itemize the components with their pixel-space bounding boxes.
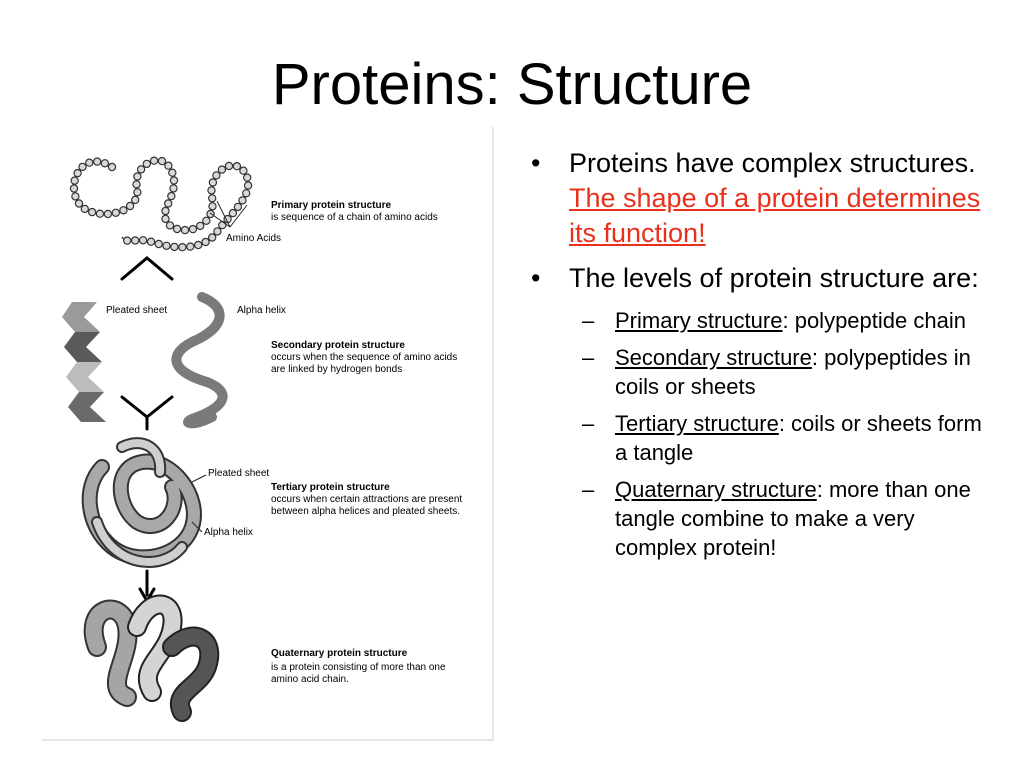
amino-acid-bead <box>243 190 250 197</box>
dash-glyph: – <box>582 345 595 370</box>
slide-title: Proteins: Structure <box>271 52 753 117</box>
level-item-secondary <box>531 343 991 401</box>
amino-acid-bead <box>195 241 202 248</box>
amino-acid-bead <box>120 207 127 214</box>
amino-acid-bead <box>163 242 170 249</box>
pleated-sheet-label: Pleated sheet <box>106 305 168 316</box>
amino-acid-bead <box>208 187 215 194</box>
amino-acid-bead <box>155 240 162 247</box>
amino-acid-bead <box>71 177 78 184</box>
amino-acid-bead <box>75 200 82 207</box>
amino-acid-bead <box>174 225 181 232</box>
amino-acid-bead <box>86 159 93 166</box>
amino-acid-bead <box>140 237 147 244</box>
dash-glyph: – <box>582 477 595 502</box>
amino-acid-bead <box>209 195 216 202</box>
amino-acid-bead <box>233 163 240 170</box>
amino-acid-bead <box>166 222 173 229</box>
bullet-2-text: The levels of protein structure are: <box>569 263 979 293</box>
amino-acid-bead <box>189 226 196 233</box>
amino-acid-bead <box>134 173 141 180</box>
primary-structure-title: Primary protein structure <box>271 200 392 211</box>
amino-acid-bead <box>147 238 154 245</box>
amino-acid-bead <box>72 193 79 200</box>
amino-acid-chain <box>70 157 251 251</box>
quaternary-protein-shape <box>94 605 210 713</box>
amino-acid-bead <box>213 172 220 179</box>
amino-acid-bead <box>132 237 139 244</box>
amino-acid-bead <box>207 210 214 217</box>
amino-acid-bead <box>104 210 111 217</box>
level-term: Primary structure <box>615 308 783 333</box>
amino-acid-bead <box>240 167 247 174</box>
dash-glyph: – <box>582 308 595 333</box>
amino-acid-bead <box>234 203 241 210</box>
amino-acid-bead <box>179 244 186 251</box>
structure-levels-list <box>531 306 991 562</box>
level-item-tertiary <box>531 409 991 467</box>
level-term: Secondary structure <box>615 345 812 370</box>
amino-acid-bead <box>168 193 175 200</box>
amino-acid-bead <box>171 243 178 250</box>
alpha-helix-label: Alpha helix <box>237 305 286 316</box>
secondary-structure-title: Secondary protein structure <box>271 340 405 351</box>
dash-glyph: – <box>582 411 595 436</box>
amino-acid-bead <box>89 209 96 216</box>
bullet-1-text: Proteins have complex structures. <box>569 148 976 178</box>
figure-frame-right <box>492 127 494 741</box>
figure-frame-bottom <box>42 739 494 741</box>
amino-acid-bead <box>162 215 169 222</box>
level-desc: : more than one tangle combine to make a very complex protein! <box>615 477 971 560</box>
amino-acid-bead <box>101 160 108 167</box>
amino-acid-bead <box>124 237 131 244</box>
amino-acid-bead <box>197 222 204 229</box>
amino-acid-bead <box>94 158 101 165</box>
amino-acid-bead <box>81 205 88 212</box>
secondary-structure-desc-2: are linked by hydrogen bonds <box>271 364 403 375</box>
amino-acid-bead <box>165 162 172 169</box>
amino-acid-bead <box>244 174 251 181</box>
primary-structure-desc: is sequence of a chain of amino acids <box>271 212 438 223</box>
pleated-sheet-shape <box>62 302 106 422</box>
amino-acid-bead <box>229 210 236 217</box>
amino-acid-bead <box>214 228 221 235</box>
amino-acid-bead <box>74 170 81 177</box>
amino-acid-bead <box>170 185 177 192</box>
amino-acid-bead <box>162 207 169 214</box>
protein-structure-figure <box>42 127 494 741</box>
level-term: Tertiary structure <box>615 411 779 436</box>
level-item-primary <box>531 306 991 335</box>
level-desc: : polypeptides in coils or sheets <box>615 345 971 399</box>
amino-acid-bead <box>239 197 246 204</box>
amino-acid-bead <box>133 181 140 188</box>
amino-acid-bead <box>203 217 210 224</box>
amino-acid-bead <box>112 209 119 216</box>
amino-acid-bead <box>70 185 77 192</box>
bullet-glyph: • <box>531 148 541 178</box>
amino-acid-bead <box>219 222 226 229</box>
amino-acid-bead <box>187 243 194 250</box>
alpha-helix-shape <box>176 297 222 423</box>
secondary-structure-desc-1: occurs when the sequence of amino acids <box>271 352 458 363</box>
amino-acid-bead <box>245 182 252 189</box>
level-term: Quaternary structure <box>615 477 817 502</box>
quaternary-structure-title: Quaternary protein structure <box>271 648 408 659</box>
amino-acids-label: Amino Acids <box>226 233 282 244</box>
amino-acid-bead <box>134 189 141 196</box>
tertiary-tangle-shape <box>90 443 194 562</box>
amino-acid-bead <box>96 210 103 217</box>
bullet-item-1 <box>531 146 991 251</box>
amino-acid-bead <box>127 202 134 209</box>
quaternary-structure-desc-2: amino acid chain. <box>271 674 349 685</box>
amino-acid-bead <box>143 160 150 167</box>
amino-acid-bead <box>170 177 177 184</box>
quaternary-structure-desc-1: is a protein consisting of more than one <box>271 662 446 673</box>
amino-acid-bead <box>108 163 115 170</box>
bullet-item-2 <box>531 261 991 296</box>
tertiary-structure-desc-1: occurs when certain attractions are present <box>271 494 463 505</box>
level-item-quaternary <box>531 475 991 562</box>
amino-acid-bead <box>202 238 209 245</box>
amino-acid-bead <box>132 196 139 203</box>
amino-acid-bead <box>165 200 172 207</box>
amino-acid-bead <box>138 166 145 173</box>
bullet-glyph: • <box>531 263 541 293</box>
amino-acid-bead <box>181 227 188 234</box>
tertiary-pleated-sheet-label: Pleated sheet <box>208 468 270 479</box>
tertiary-structure-desc-2: between alpha helices and pleated sheets. <box>271 506 461 517</box>
amino-acid-bead <box>209 234 216 241</box>
level-desc: : polypeptide chain <box>782 308 966 333</box>
amino-acid-bead <box>158 158 165 165</box>
amino-acid-bead <box>225 162 232 169</box>
tertiary-structure-title: Tertiary protein structure <box>271 482 390 493</box>
amino-acid-bead <box>218 166 225 173</box>
bullet-list <box>531 146 991 570</box>
tertiary-alpha-helix-label: Alpha helix <box>204 527 253 538</box>
amino-acid-bead <box>151 157 158 164</box>
amino-acid-bead <box>209 179 216 186</box>
amino-acid-bead <box>169 169 176 176</box>
amino-acid-bead <box>209 203 216 210</box>
amino-acid-bead <box>79 163 86 170</box>
level-desc: : coils or sheets form a tangle <box>615 411 982 465</box>
bullet-1-highlight: The shape of a protein determines its function! <box>569 183 981 248</box>
